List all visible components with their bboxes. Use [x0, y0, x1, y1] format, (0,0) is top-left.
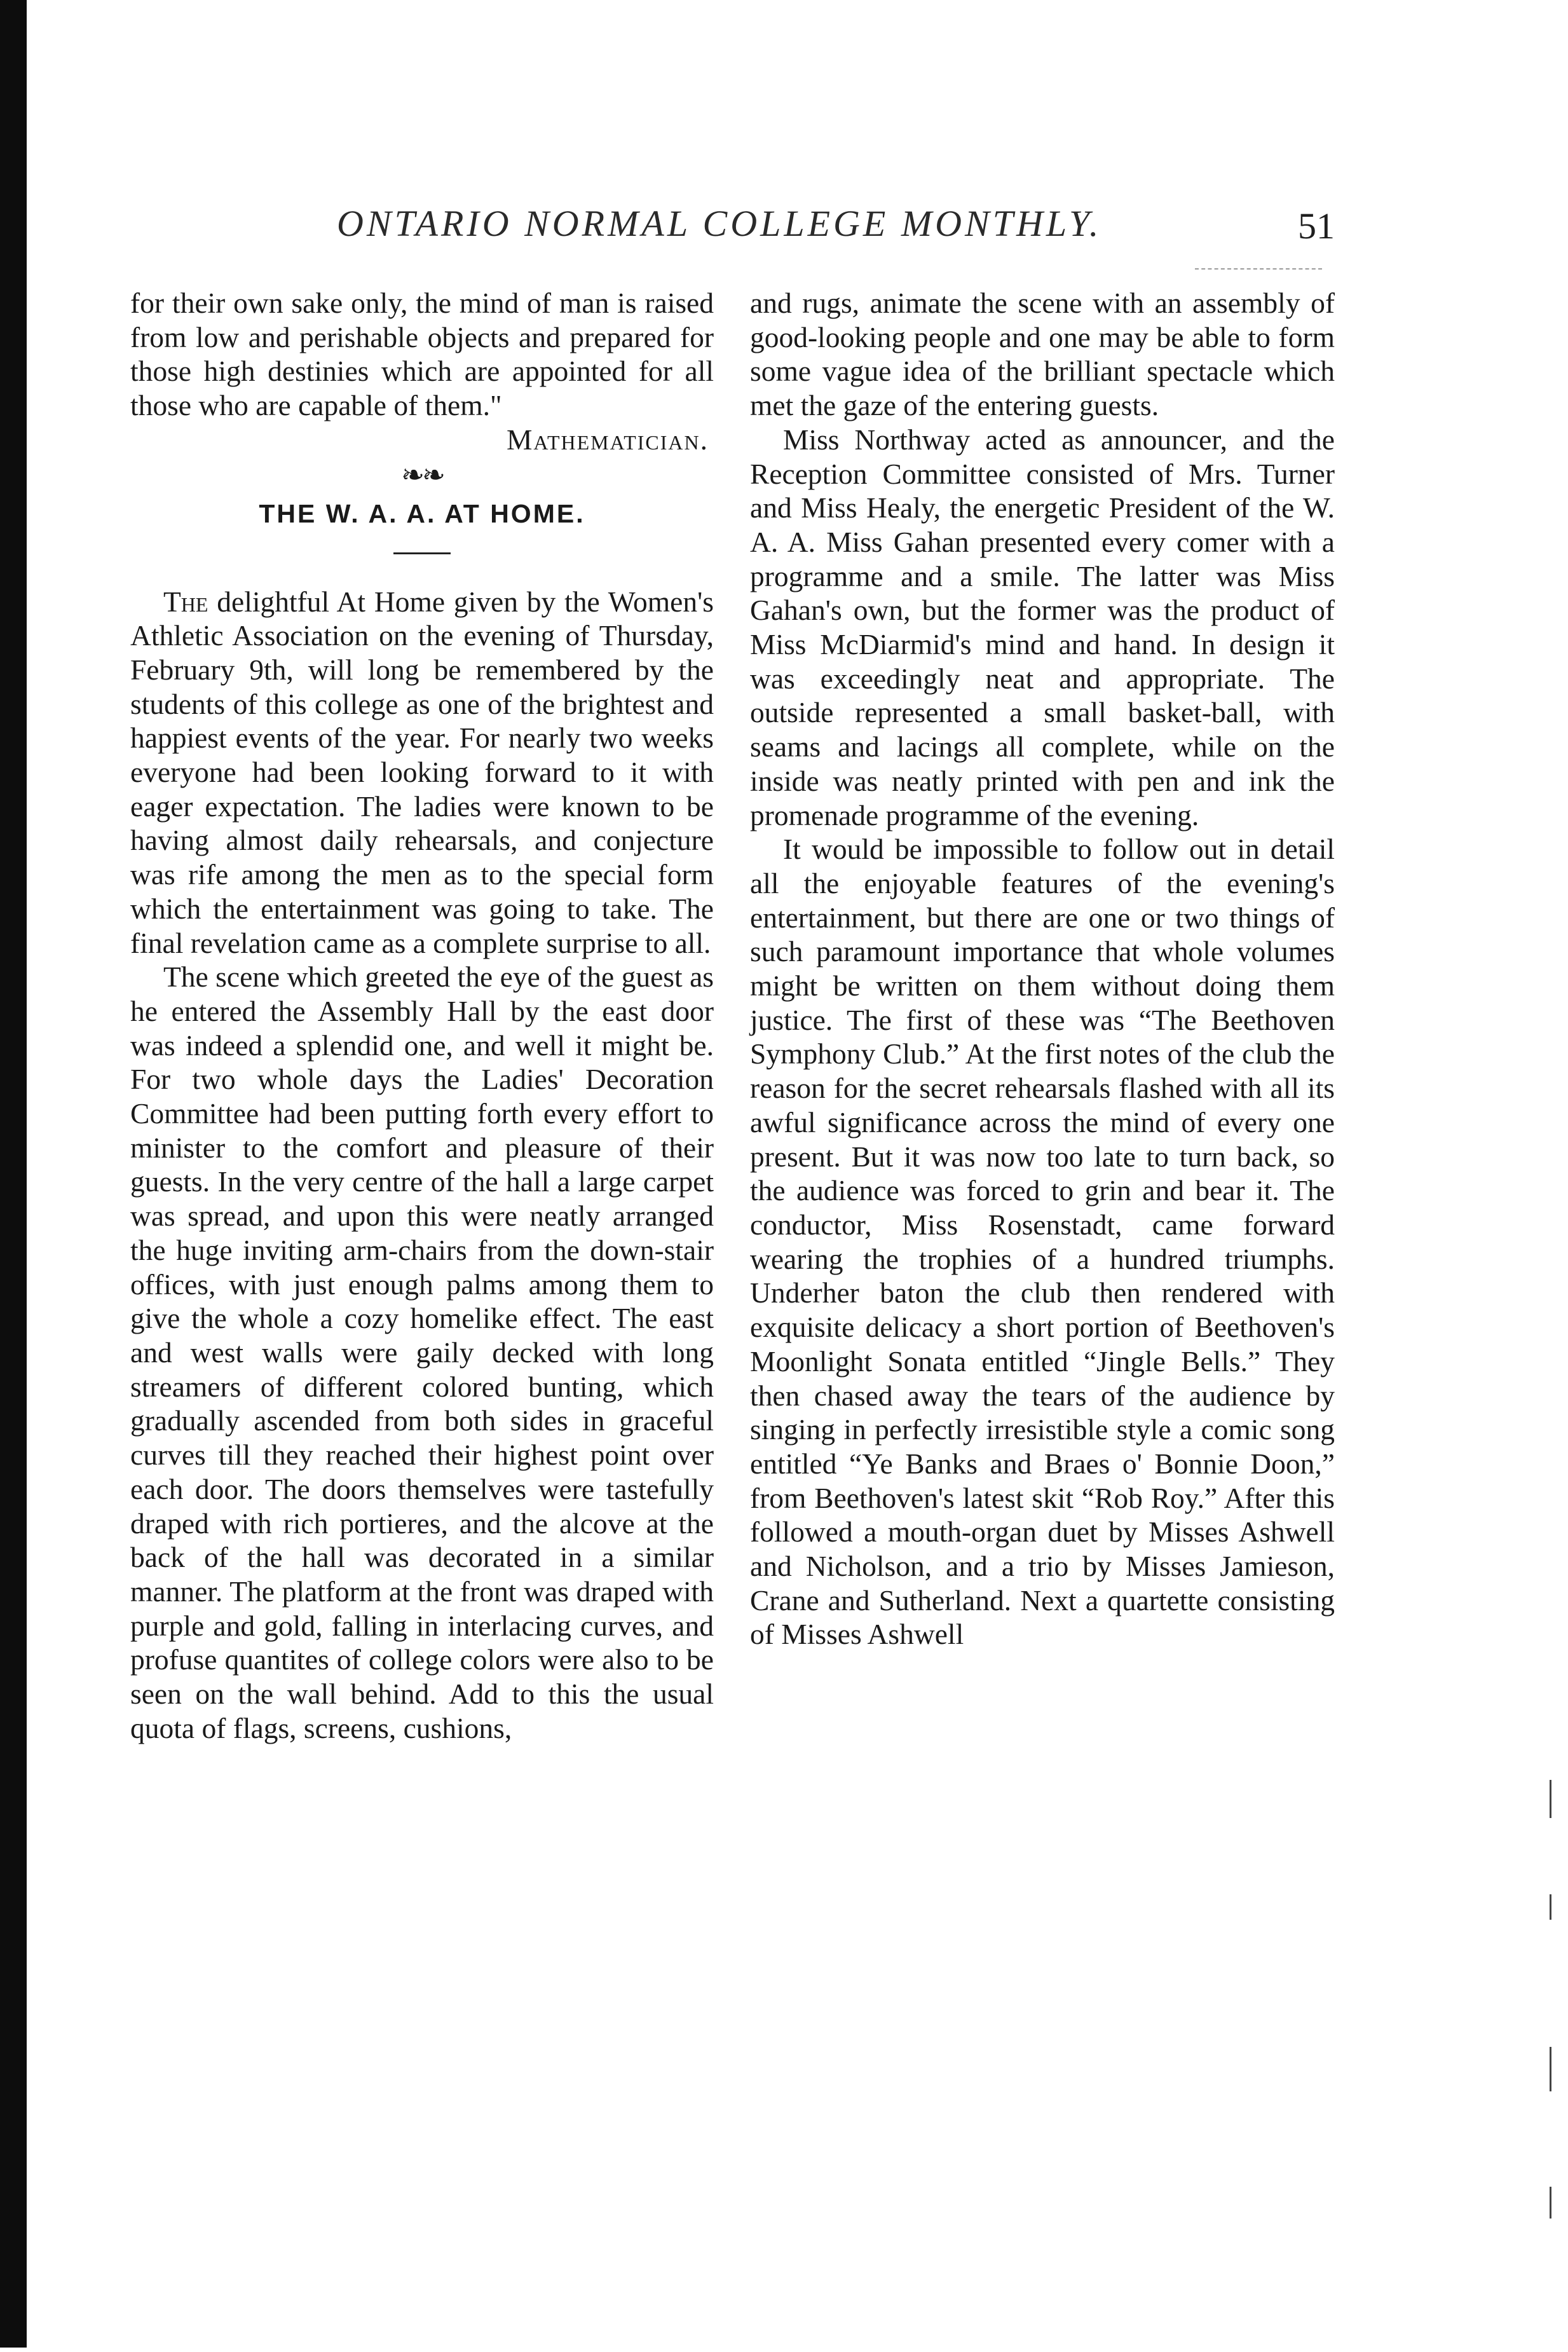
binding-edge — [0, 0, 27, 2348]
article-paragraph-4: Miss Northway acted as announcer, and the Reception Committee consisted of Mrs. Turner and Miss Healy, the energetic President of the W. A. A. Miss Gahan presented every comer with a programme and a smile. The latter was Miss Gahan's own, but the former was the product of Miss McDiarmid's mind and hand. In design it was exceedingly neat and appropriate. The outside represented a small basket-ball, with seams and lacings all complete, while on the inside was neatly printed with pen and ink the promenade programme of the evening. — [750, 423, 1335, 831]
right-column — [750, 286, 1335, 1651]
article-paragraph-2: The scene which greeted the eye of the guest as he entered the Assembly Hall by the east door was indeed a splendid one, and well it might be. For two whole days the Ladies' Decoration Committee had been putting forth every effort to minister to the comfort and pleasure of their guests. In the very centre of the hall a large carpet was spread, and upon this were neatly arranged the huge inviting arm-chairs from the down-stair offices, with just enough palms among them to give the whole a cozy homelike effect. The east and west walls were gaily decked with long streamers of different colored bunting, which gradually ascended from both sides in graceful curves till they reached their highest point over each door. The doors themselves were tastefully draped with rich portieres, and the alcove at the back of the hall was decorated in a similar manner. The platform at the front was draped with purple and gold, falling in interlacing curves, and profuse quantites of college colors were also to be seen on the wall behind. Add to this the usual quota of flags, screens, cushions, — [130, 961, 714, 1744]
margin-mark — [1550, 2047, 1551, 2091]
title-rule — [393, 552, 451, 554]
margin-mark — [1550, 1780, 1551, 1818]
article-paragraph-1-text: delightful At Home given by the Women's Athletic Association on the evening of Thursday, February 9th, will long be remembered by the students of this college as one of the brightest and happiest events of the year. For nearly two weeks everyone had been looking forward to it with eager expectation. The ladies were known to be having almost daily rehearsals, and conjecture was rife among the men as to the special form which the entertainment was going to take. The final revelation came as a complete surprise to all. — [130, 585, 714, 959]
margin-marks — [1550, 1780, 1553, 2352]
margin-mark — [1550, 1894, 1551, 1920]
margin-mark — [1550, 2187, 1551, 2219]
article-paragraph-1 — [130, 585, 714, 961]
page-number: 51 — [1298, 205, 1335, 247]
header-rule — [1195, 268, 1322, 270]
author-signature: Mathematician. — [506, 423, 709, 456]
article-paragraph-3: and rugs, animate the scene with an assembly of good-looking people and one may be able to form some vague idea of the brilliant spectacle which met the gaze of the entering guests. — [750, 287, 1335, 422]
continued-paragraph: for their own sake only, the mind of man is raised from low and perishable objects and prepared for those high destinies which are appointed for all those who are capable of them." — [130, 287, 714, 422]
article-first-word: The — [163, 585, 208, 618]
running-title: ONTARIO NORMAL COLLEGE MONTHLY. — [337, 203, 1102, 244]
section-ornament: ❧❧ — [401, 459, 443, 491]
left-column — [130, 286, 714, 1745]
article-paragraph-5: It would be impossible to follow out in detail all the enjoyable features of the evening's entertainment, but there are one or two things of such paramount importance that whole volumes might be written on them without doing them justice. The first of these was “The Beethoven Symphony Club.” At the first notes of the club the reason for the secret rehearsals flashed with all its awful significance across the mind of every one present. But it was now too late to turn back, so the audience was forced to grin and bear it. The conductor, Miss Rosenstadt, came forward wearing the trophies of a hundred triumphs. Underher baton the club then rendered with exquisite delicacy a short portion of Beethoven's Moonlight Sonata entitled “Jingle Bells.” They then chased away the tears of the audience by singing in perfectly irresistible style a comic song entitled “Ye Banks and Braes o' Bonnie Doon,” from Beethoven's latest skit “Rob Roy.” After this followed a mouth-organ duet by Misses Ashwell and Nicholson, and a trio by Misses Jamieson, Crane and Sutherland. Next a quartette consisting of Misses Ashwell — [750, 833, 1335, 1651]
running-head — [0, 202, 1568, 259]
article-title: THE W. A. A. AT HOME. — [259, 498, 585, 528]
